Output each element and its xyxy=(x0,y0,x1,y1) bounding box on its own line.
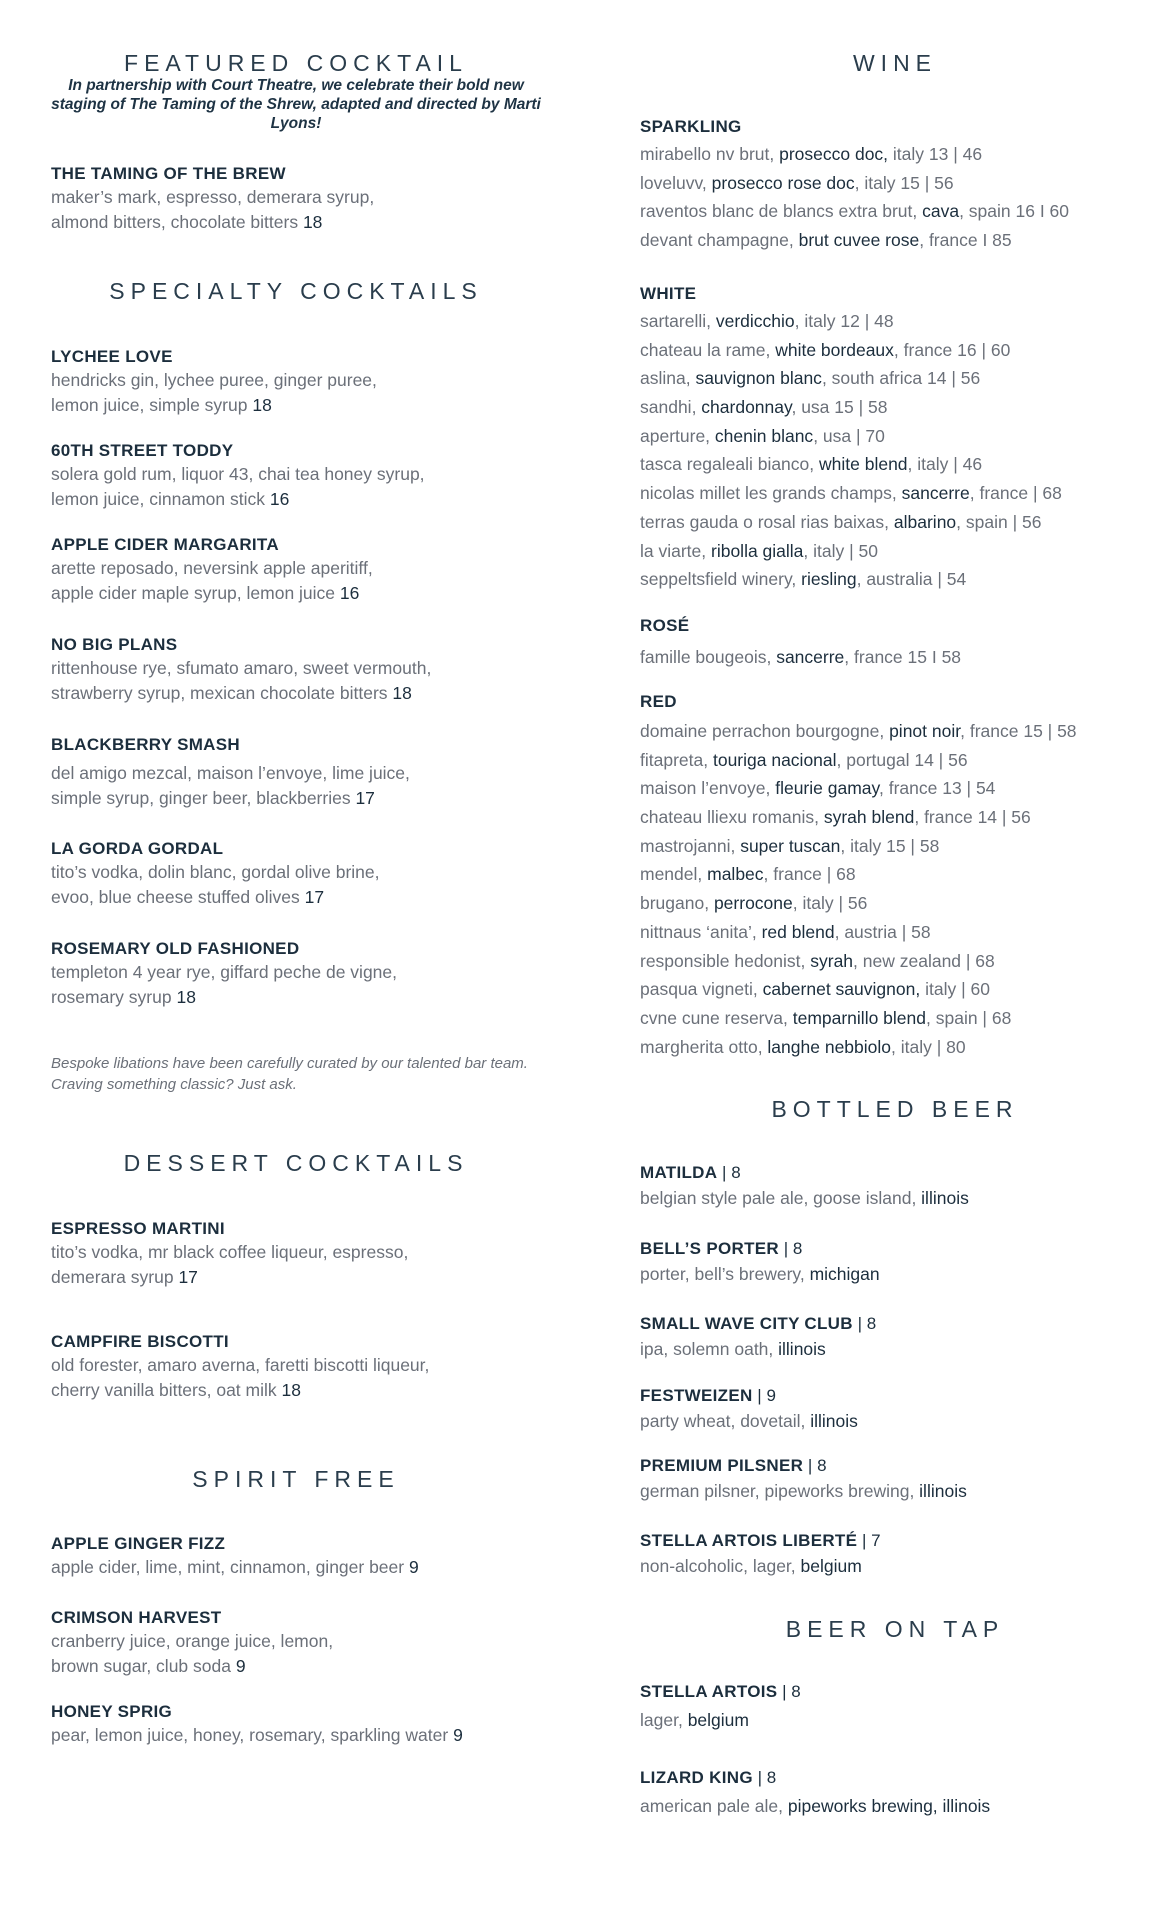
item-name: LA GORDA GORDAL xyxy=(51,839,224,858)
menu-item xyxy=(51,346,571,418)
wine-item: seppeltsfield winery, riesling, australia | 54 xyxy=(640,569,967,590)
beer-name: PREMIUM PILSNER xyxy=(640,1456,804,1475)
item-description: solera gold rum, liquor 43, chai tea honey syrup, lemon juice, cinnamon stick 16 xyxy=(51,464,425,509)
item-name: CAMPFIRE BISCOTTI xyxy=(51,1332,229,1351)
menu-item xyxy=(51,440,571,512)
bottled-beer-heading: BOTTLED BEER xyxy=(771,1096,1019,1122)
menu-item xyxy=(51,1607,571,1679)
item-name: ROSEMARY OLD FASHIONED xyxy=(51,939,300,958)
wine-item: sandhi, chardonnay, usa 15 | 58 xyxy=(640,397,888,418)
item-name: LYCHEE LOVE xyxy=(51,347,173,366)
wine-item: tasca regaleali bianco, white blend, italy | 46 xyxy=(640,454,983,475)
item-price: 17 xyxy=(304,887,325,907)
sparkling-list xyxy=(640,140,1160,255)
item-name: CRIMSON HARVEST xyxy=(51,1608,222,1627)
item-description: hendricks gin, lychee puree, ginger puree, lemon juice, simple syrup 18 xyxy=(51,370,377,415)
rose-list xyxy=(640,643,1160,672)
beer-price: 7 xyxy=(871,1531,881,1550)
wine-item: fitapreta, touriga nacional, portugal 14 | 56 xyxy=(640,749,968,770)
item-price: 17 xyxy=(178,1267,198,1287)
wine-item: chateau lliexu romanis, syrah blend, france 14 | 56 xyxy=(640,807,1031,828)
beer-on-tap-heading: BEER ON TAP xyxy=(785,1616,1005,1642)
menu-item xyxy=(51,1533,571,1580)
wine-item: raventos blanc de blancs extra brut, cava, spain 16 I 60 xyxy=(640,201,1070,222)
beer-price: 8 xyxy=(866,1314,877,1333)
wine-heading: WINE xyxy=(852,50,938,76)
beer-name: STELLA ARTOIS LIBERTÉ xyxy=(640,1531,858,1550)
red-list xyxy=(640,717,1160,1061)
beer-description: german pilsner, pipeworks brewing, illinois xyxy=(640,1481,967,1501)
specialty-cocktails-heading: SPECIALTY COCKTAILS xyxy=(109,278,483,304)
beer-description: non-alcoholic, lager, belgium xyxy=(640,1556,862,1576)
wine-item: mastrojanni, super tuscan, italy 15 | 58 xyxy=(640,835,940,856)
item-price: 18 xyxy=(302,212,323,232)
item-price: 16 xyxy=(339,583,360,603)
item-name: APPLE GINGER FIZZ xyxy=(51,1534,226,1553)
menu-item xyxy=(51,938,571,1010)
item-name: NO BIG PLANS xyxy=(51,635,178,654)
sparkling-label: SPARKLING xyxy=(640,117,742,136)
bespoke-note: Bespoke libations have been carefully curated by our talented bar team. Craving something classic? Just ask. xyxy=(51,1055,528,1093)
wine-item: mirabello nv brut, prosecco doc, italy 13 | 46 xyxy=(640,144,983,164)
wine-item: maison l’envoye, fleurie gamay, france 13 | 54 xyxy=(640,778,996,799)
item-price: 9 xyxy=(408,1557,419,1577)
wine-item: aslina, sauvignon blanc, south africa 14 | 56 xyxy=(640,368,981,389)
beer-description: porter, bell’s brewery, michigan xyxy=(640,1264,880,1284)
menu-item xyxy=(51,1701,571,1748)
item-description: old forester, amaro averna, faretti biscotti liqueur, cherry vanilla bitters, oat milk 18 xyxy=(51,1355,430,1400)
beer-item: STELLA ARTOIS LIBERTÉ | 7 non-alcoholic, lager, belgium xyxy=(640,1529,1160,1579)
red-label: RED xyxy=(640,692,677,711)
beer-description: party wheat, dovetail, illinois xyxy=(640,1411,858,1431)
beer-name: STELLA ARTOIS xyxy=(640,1682,778,1701)
item-name: BLACKBERRY SMASH xyxy=(51,735,240,754)
wine-item: aperture, chenin blanc, usa | 70 xyxy=(640,425,885,446)
wine-item: devant champagne, brut cuvee rose, france I 85 xyxy=(640,230,1012,251)
menu-item xyxy=(51,534,571,606)
beer-description: belgian style pale ale, goose island, illinois xyxy=(640,1188,969,1208)
item-description: cranberry juice, orange juice, lemon, brown sugar, club soda 9 xyxy=(51,1631,334,1676)
item-description: tito’s vodka, dolin blanc, gordal olive brine, evoo, blue cheese stuffed olives 17 xyxy=(51,862,380,907)
wine-item: sartarelli, verdicchio, italy 12 | 48 xyxy=(640,311,894,331)
item-name: APPLE CIDER MARGARITA xyxy=(51,535,279,554)
beer-description: lager, belgium xyxy=(640,1710,749,1730)
item-description: arette reposado, neversink apple aperitiff, apple cider maple syrup, lemon juice 16 xyxy=(51,558,373,603)
beer-price: 8 xyxy=(792,1239,803,1258)
beer-item: LIZARD KING | 8 american pale ale, pipeworks brewing, illinois xyxy=(640,1766,1160,1819)
menu-item xyxy=(51,163,571,235)
wine-item: brugano, perrocone, italy | 56 xyxy=(640,893,868,914)
item-price: 9 xyxy=(453,1725,463,1745)
beer-price: 9 xyxy=(766,1386,776,1405)
beer-item: FESTWEIZEN | 9 party wheat, dovetail, illinois xyxy=(640,1384,1160,1434)
item-description: rittenhouse rye, sfumato amaro, sweet vermouth, strawberry syrup, mexican chocolate bitters 18 xyxy=(51,658,432,703)
beer-name: FESTWEIZEN xyxy=(640,1386,753,1405)
item-description: pear, lemon juice, honey, rosemary, sparkling water 9 xyxy=(51,1725,463,1745)
beer-price: 8 xyxy=(731,1163,741,1182)
wine-item: famille bougeois, sancerre, france 15 I 58 xyxy=(640,647,962,667)
wine-item: cvne cune reserva, temparnillo blend, spain | 68 xyxy=(640,1007,1012,1028)
featured-cocktail-heading: FEATURED COCKTAIL xyxy=(124,50,468,76)
item-name: THE TAMING OF THE BREW xyxy=(51,164,286,183)
item-name: 60TH STREET TODDY xyxy=(51,441,234,460)
beer-price: 8 xyxy=(817,1456,827,1475)
wine-item: loveluvv, prosecco rose doc, italy 15 | 56 xyxy=(640,172,954,193)
item-description: tito’s vodka, mr black coffee liqueur, espresso, demerara syrup 17 xyxy=(51,1242,409,1287)
beer-item: SMALL WAVE CITY CLUB | 8 ipa, solemn oath, illinois xyxy=(640,1312,1160,1362)
item-name: HONEY SPRIG xyxy=(51,1702,173,1721)
wine-item: mendel, malbec, france | 68 xyxy=(640,864,856,885)
wine-item: domaine perrachon bourgogne, pinot noir, france 15 | 58 xyxy=(640,721,1077,741)
item-description: templeton 4 year rye, giffard peche de vigne, rosemary syrup 18 xyxy=(51,962,398,1007)
wine-item: responsible hedonist, syrah, new zealand | 68 xyxy=(640,950,995,971)
wine-item: margherita otto, langhe nebbiolo, italy | 80 xyxy=(640,1036,966,1057)
menu-item xyxy=(51,838,571,910)
item-price: 18 xyxy=(252,395,272,415)
spirit-free-heading: SPIRIT FREE xyxy=(192,1466,400,1492)
beer-item: STELLA ARTOIS | 8 lager, belgium xyxy=(640,1680,1160,1733)
item-price: 18 xyxy=(392,683,412,703)
beer-description: american pale ale, pipeworks brewing, illinois xyxy=(640,1796,991,1816)
beer-item: MATILDA | 8 belgian style pale ale, goose island, illinois xyxy=(640,1161,1160,1211)
item-description: maker’s mark, espresso, demerara syrup, almond bitters, chocolate bitters 18 xyxy=(51,187,375,232)
wine-item: chateau la rame, white bordeaux, france 16 | 60 xyxy=(640,339,1011,360)
item-price: 9 xyxy=(235,1656,246,1676)
beer-name: BELL’S PORTER xyxy=(640,1239,779,1258)
white-label: WHITE xyxy=(640,284,697,303)
item-price: 18 xyxy=(176,987,196,1007)
beer-price: 8 xyxy=(791,1682,801,1701)
beer-description: ipa, solemn oath, illinois xyxy=(640,1339,826,1359)
menu-item xyxy=(51,1218,571,1290)
beer-name: LIZARD KING xyxy=(640,1768,753,1787)
wine-item: pasqua vigneti, cabernet sauvignon, italy | 60 xyxy=(640,979,990,1000)
wine-item: nittnaus ‘anita’, red blend, austria | 58 xyxy=(640,921,931,942)
beer-price: 8 xyxy=(766,1768,777,1787)
item-price: 17 xyxy=(355,788,375,808)
white-list xyxy=(640,307,1160,594)
item-price: 18 xyxy=(281,1380,301,1400)
wine-item: la viarte, ribolla gialla, italy | 50 xyxy=(640,540,879,561)
wine-item: terras gauda o rosal rias baixas, albarino, spain | 56 xyxy=(640,511,1042,532)
beer-item: PREMIUM PILSNER | 8 german pilsner, pipeworks brewing, illinois xyxy=(640,1454,1160,1504)
item-price: 16 xyxy=(269,489,290,509)
beer-item: BELL’S PORTER | 8 porter, bell’s brewery, michigan xyxy=(640,1237,1160,1287)
menu-item xyxy=(51,634,571,706)
item-description: del amigo mezcal, maison l’envoye, lime juice, simple syrup, ginger beer, blackberries 17 xyxy=(51,763,410,808)
menu-item xyxy=(51,1331,571,1403)
wine-item: nicolas millet les grands champs, sancerre, france | 68 xyxy=(640,483,1062,504)
item-description: apple cider, lime, mint, cinnamon, ginger beer 9 xyxy=(51,1557,419,1577)
menu-item xyxy=(51,734,571,811)
item-name: ESPRESSO MARTINI xyxy=(51,1219,225,1238)
dessert-cocktails-heading: DESSERT COCKTAILS xyxy=(123,1150,469,1176)
beer-name: MATILDA xyxy=(640,1163,718,1182)
beer-name: SMALL WAVE CITY CLUB xyxy=(640,1314,853,1333)
rose-label: ROSÉ xyxy=(640,616,690,635)
featured-intro: In partnership with Court Theatre, we celebrate their bold new staging of The Taming of the Shrew, adapted and directed by Marti Lyons! xyxy=(51,77,541,132)
